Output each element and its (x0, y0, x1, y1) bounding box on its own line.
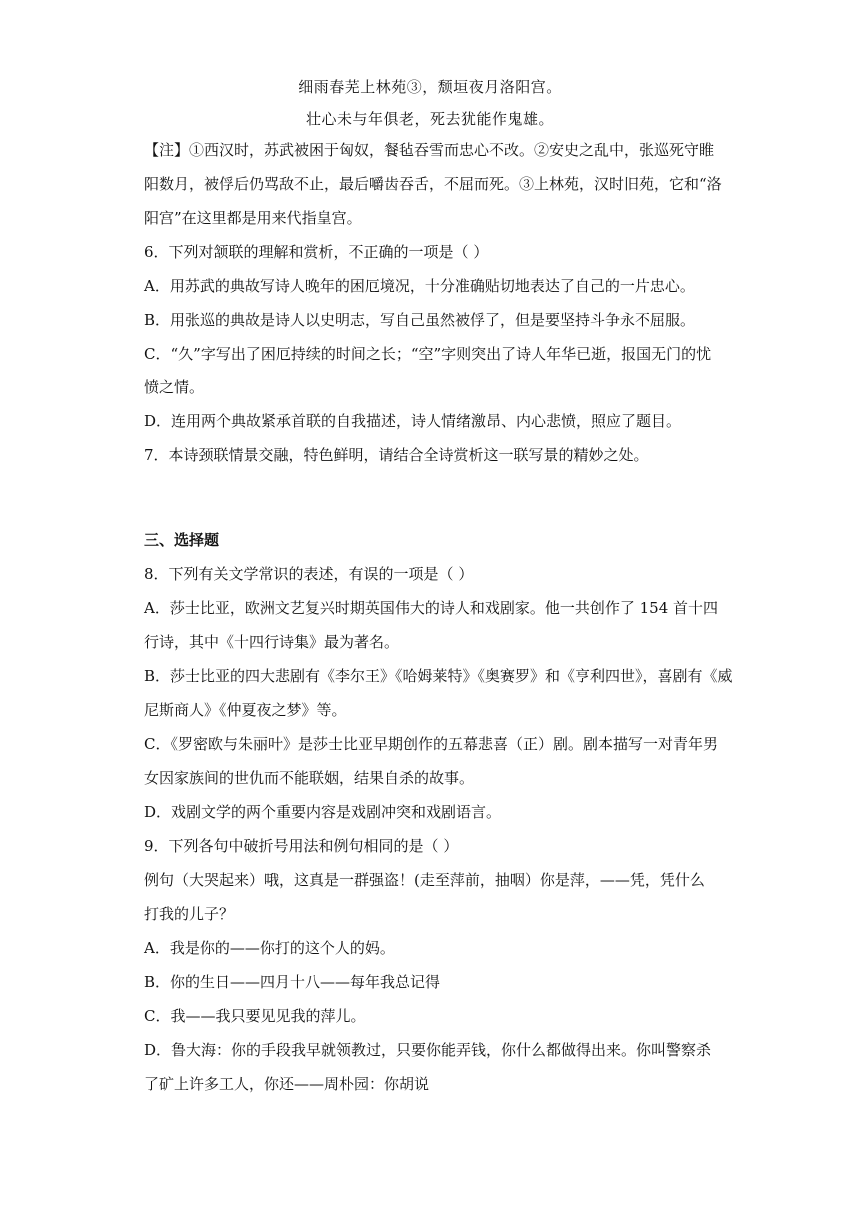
question-8-option-d: D．戏剧文学的两个重要内容是戏剧冲突和戏剧语言。 (144, 803, 502, 821)
question-7-stem: 7．本诗颈联情景交融，特色鲜明，请结合全诗赏析这一联写景的精妙之处。 (144, 446, 649, 464)
question-6-option-c-cont: 愤之情。 (144, 378, 205, 396)
note-line-1: 【注】①西汉时，苏武被困于匈奴，餐毡吞雪而忠心不改。②安史之乱中，张巡死守睢 (144, 141, 715, 159)
question-8-option-b-cont: 尼斯商人》《仲夏夜之梦》等。 (144, 701, 347, 719)
question-9-option-d: D．鲁大海：你的手段我早就领教过，只要你能弄钱，你什么都做得出来。你叫警察杀 (144, 1041, 712, 1059)
question-9-stem: 9．下列各句中破折号用法和例句相同的是（ ） (144, 837, 459, 855)
note-line-3: 阳宫”在这里都是用来代指皇宫。 (144, 209, 362, 227)
question-9-option-d-cont: 了矿上许多工人，你还——周朴园：你胡说 (144, 1075, 430, 1093)
question-6-option-b: B．用张巡的典故是诗人以史明志，写自己虽然被俘了，但是要坚持斗争永不屈服。 (144, 311, 696, 329)
question-8-option-a-cont: 行诗，其中《十四行诗集》最为著名。 (144, 633, 400, 651)
question-9-example: 例句（大哭起来）哦，这真是一群强盗！(走至萍前，抽咽）你是萍，——凭，凭什么 (144, 871, 705, 889)
question-6-stem: 6．下列对颔联的理解和赏析，不正确的一项是（ ） (144, 243, 489, 261)
question-8-option-c: C．《罗密欧与朱丽叶》是莎士比亚早期创作的五幕悲喜（正）剧。剧本描写一对青年男 (144, 735, 718, 753)
question-8-stem: 8．下列有关文学常识的表述，有误的一项是（ ） (144, 565, 474, 583)
question-9-option-b: B．你的生日——四月十八——每年我总记得 (144, 973, 441, 991)
question-8-option-c-cont: 女因家族间的世仇而不能联姻，结果自杀的故事。 (144, 769, 475, 787)
question-6-option-a: A．用苏武的典故写诗人晚年的困厄境况，十分准确贴切地表达了自己的一片忠心。 (144, 277, 695, 295)
question-8-option-b: B．莎士比亚的四大悲剧有《李尔王》《哈姆莱特》《奥赛罗》和《亨利四世》，喜剧有《威 (144, 667, 733, 685)
question-9-option-c: C．我——我只要见见我的萍儿。 (144, 1007, 366, 1025)
poem-line-2: 壮心未与年俱老，死去犹能作鬼雄。 (305, 110, 554, 128)
question-6-option-c: C．“久”字写出了困厄持续的时间之长；“空”字则突出了诗人年华已逝，报国无门的忧 (144, 345, 712, 363)
question-6-option-d: D．连用两个典故紧承首联的自我描述，诗人情绪激昂、内心悲愤，照应了题目。 (144, 412, 682, 430)
question-9-option-a: A．我是你的——你打的这个人的妈。 (144, 939, 395, 957)
section-3-heading: 三、选择题 (144, 531, 220, 549)
question-9-example-cont: 打我的儿子？ (144, 905, 235, 923)
note-line-2: 阳数月，被俘后仍骂敌不止，最后嚼齿吞舌，不屈而死。③上林苑，汉时旧苑，它和“洛 (144, 175, 722, 193)
question-8-option-a: A．莎士比亚，欧洲文艺复兴时期英国伟大的诗人和戏剧家。他一共创作了 154 首十四 (144, 599, 719, 617)
poem-line-1: 细雨春芜上林苑③，颓垣夜月洛阳宫。 (298, 78, 562, 96)
